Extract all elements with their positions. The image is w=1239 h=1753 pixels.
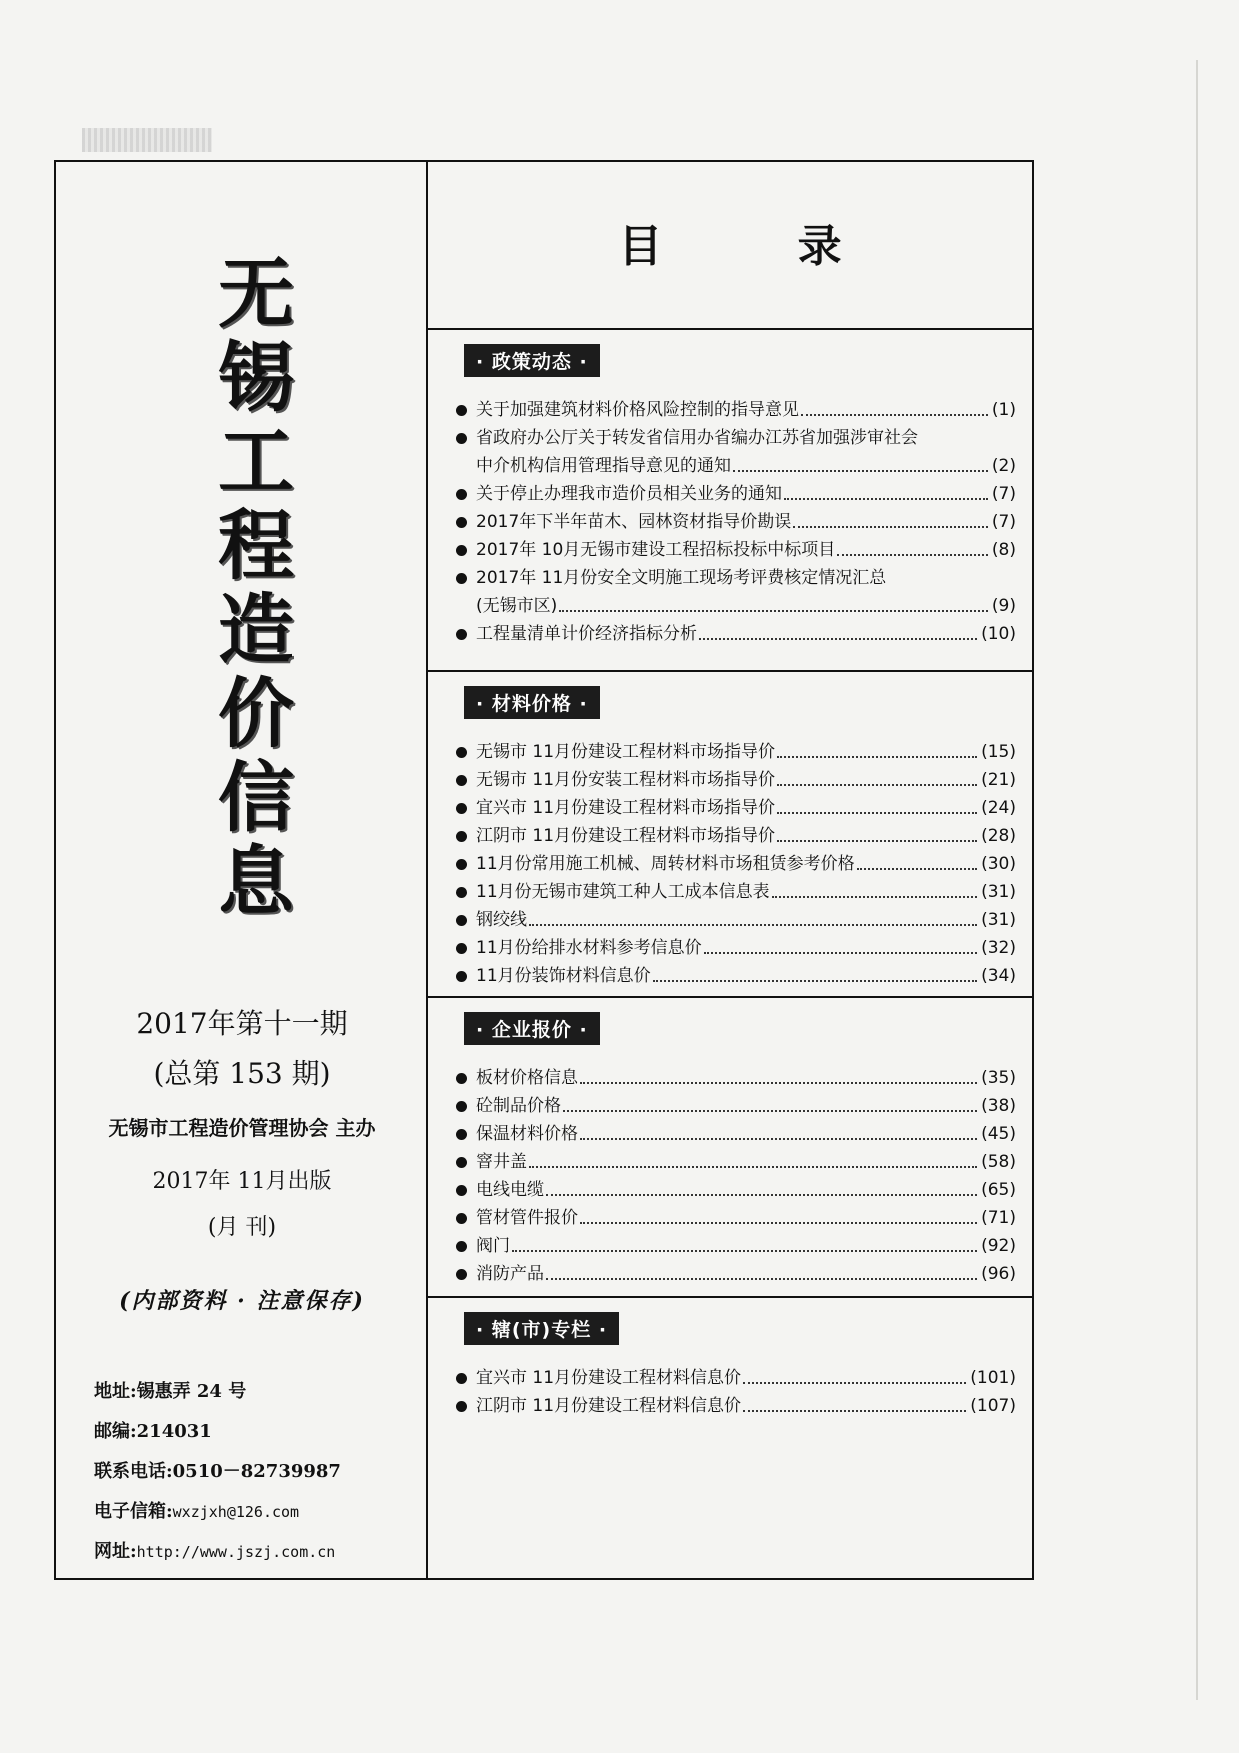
toc-section-policy	[428, 330, 1032, 672]
postcode: 邮编:214031	[94, 1421, 212, 1442]
toc-entry	[454, 1364, 1016, 1392]
toc-entry	[454, 1204, 1016, 1232]
bullet-icon	[456, 629, 467, 640]
section-tag: · 材料价格 ·	[464, 686, 600, 719]
toc-entry-title: 窨井盖	[476, 1152, 527, 1172]
email-label: 电子信箱:	[94, 1501, 173, 1522]
toc-entry-page: (1)	[991, 400, 1016, 420]
phone: 联系电话:0510－82739987	[94, 1461, 341, 1482]
toc-entry	[454, 934, 1016, 962]
toc-entry-title: 电线电缆	[476, 1180, 544, 1200]
bullet-icon	[456, 545, 467, 556]
section-items	[454, 1364, 1016, 1420]
dot-leader	[704, 952, 977, 954]
dot-leader	[563, 1110, 977, 1112]
bullet-icon	[456, 1101, 467, 1112]
toc-entry-page: (9)	[991, 596, 1016, 616]
email-address: wxzjxh@126.com	[172, 1503, 300, 1521]
toc-entry	[454, 822, 1016, 850]
scan-artifact	[82, 128, 212, 152]
contact-info	[94, 1372, 414, 1572]
toc-entry-title: 无锡市 11月份建设工程材料市场指导价	[476, 742, 776, 762]
toc-section-county-column	[428, 1298, 1032, 1580]
email-row	[94, 1492, 414, 1532]
dot-leader	[580, 1082, 977, 1084]
toc-entry-page: (101)	[970, 1368, 1016, 1388]
section-tag: · 企业报价 ·	[464, 1012, 600, 1045]
internal-notice: (内部资料 · 注意保存)	[119, 1288, 365, 1314]
bullet-icon	[456, 517, 467, 528]
dot-leader	[733, 470, 988, 472]
dot-leader	[777, 756, 977, 758]
toc-entry	[454, 1148, 1016, 1176]
publisher: 无锡市工程造价管理协会 主办	[108, 1116, 376, 1140]
toc-entry-page: (32)	[981, 938, 1016, 958]
dot-leader	[743, 1410, 966, 1412]
toc-entry	[454, 396, 1016, 424]
bullet-icon	[456, 1401, 467, 1412]
dot-leader	[529, 1166, 977, 1168]
page-edge	[1196, 60, 1198, 1700]
title-char: 息	[218, 837, 294, 926]
bullet-icon	[456, 915, 467, 926]
toc-entry-title: 保温材料价格	[476, 1124, 578, 1144]
toc-entry	[454, 1392, 1016, 1420]
toc-entry-title: 2017年 11月份安全文明施工现场考评费核定情况汇总	[476, 568, 887, 588]
toc-entry-page: (28)	[981, 826, 1016, 846]
dot-leader	[777, 812, 977, 814]
toc-entry	[454, 1176, 1016, 1204]
bullet-icon	[456, 859, 467, 870]
toc-entry-page: (38)	[981, 1096, 1016, 1116]
cover-frame	[54, 160, 1034, 1580]
toc-entry	[454, 794, 1016, 822]
toc-entry-page: (58)	[981, 1152, 1016, 1172]
issue-number: 2017年第十一期	[136, 1007, 348, 1040]
toc-entry-title: 江阴市 11月份建设工程材料市场指导价	[476, 826, 776, 846]
toc-entry-title: 宜兴市 11月份建设工程材料信息价	[476, 1368, 742, 1388]
total-issue-number: (总第 153 期)	[153, 1057, 331, 1090]
dot-leader	[580, 1222, 977, 1224]
toc-entry	[454, 850, 1016, 878]
section-items	[454, 738, 1016, 990]
bullet-icon	[456, 1241, 467, 1252]
title-char: 无	[218, 249, 294, 338]
toc-entry-page: (34)	[981, 966, 1016, 986]
toc-entry-title: 11月份常用施工机械、周转材料市场租赁参考价格	[476, 854, 855, 874]
toc-entry-page: (65)	[981, 1180, 1016, 1200]
title-char: 价	[218, 669, 294, 758]
toc-entry-title: 2017年 10月无锡市建设工程招标投标中标项目	[476, 540, 836, 560]
toc-entry-title: 阀门	[476, 1236, 510, 1256]
toc-entry	[454, 766, 1016, 794]
dot-leader	[772, 896, 977, 898]
toc-entry-title: 关于加强建筑材料价格风险控制的指导意见	[476, 400, 799, 420]
toc-entry-title: 11月份给排水材料参考信息价	[476, 938, 702, 958]
bullet-icon	[456, 573, 467, 584]
toc-entry-title: 江阴市 11月份建设工程材料信息价	[476, 1396, 742, 1416]
toc-entry	[454, 962, 1016, 990]
bullet-icon	[456, 1269, 467, 1280]
publication-frequency: (月 刊)	[207, 1215, 277, 1240]
dot-leader	[546, 1194, 977, 1196]
dot-leader	[743, 1382, 966, 1384]
toc-entry	[454, 1232, 1016, 1260]
toc-entry-page: (2)	[991, 456, 1016, 476]
toc-entry-page: (96)	[981, 1264, 1016, 1284]
bullet-icon	[456, 971, 467, 982]
toc-entry-page: (31)	[981, 910, 1016, 930]
bullet-icon	[456, 1373, 467, 1384]
toc-entry	[454, 1092, 1016, 1120]
bullet-icon	[456, 405, 467, 416]
bullet-icon	[456, 747, 467, 758]
bullet-icon	[456, 1185, 467, 1196]
dot-leader	[559, 610, 988, 612]
title-char: 造	[218, 585, 294, 674]
toc-entry-title: 2017年下半年苗木、园林资材指导价勘误	[476, 512, 792, 532]
bullet-icon	[456, 1213, 467, 1224]
toc-entry	[454, 480, 1016, 508]
toc-entry	[454, 1064, 1016, 1092]
title-char: 锡	[218, 333, 294, 422]
toc-entry-page: (107)	[970, 1396, 1016, 1416]
toc-entry	[454, 906, 1016, 934]
toc-entry-page: (35)	[981, 1068, 1016, 1088]
toc-entry-page: (45)	[981, 1124, 1016, 1144]
toc-entry-page: (8)	[991, 540, 1016, 560]
toc-entry	[454, 424, 1016, 480]
dot-leader	[512, 1250, 977, 1252]
toc-entry	[454, 620, 1016, 648]
toc-entry-title: 11月份无锡市建筑工种人工成本信息表	[476, 882, 770, 902]
bullet-icon	[456, 489, 467, 500]
dot-leader	[699, 638, 977, 640]
bullet-icon	[456, 433, 467, 444]
toc-entry-page: (30)	[981, 854, 1016, 874]
toc-entry-page: (7)	[991, 512, 1016, 532]
toc-section-enterprise-quotes	[428, 998, 1032, 1298]
table-of-contents	[428, 162, 1032, 1578]
dot-leader	[580, 1138, 977, 1140]
toc-entry	[454, 878, 1016, 906]
title-char: 工	[218, 417, 294, 506]
website-row	[94, 1532, 414, 1572]
publication-date: 2017年 11月出版	[152, 1169, 332, 1194]
bullet-icon	[456, 803, 467, 814]
toc-section-material-prices	[428, 672, 1032, 998]
toc-entry	[454, 738, 1016, 766]
toc-title: 目 录	[618, 221, 902, 272]
toc-entry	[454, 1260, 1016, 1288]
toc-entry-page: (10)	[981, 624, 1016, 644]
toc-entry-page: (24)	[981, 798, 1016, 818]
toc-entry-title: 工程量清单计价经济指标分析	[476, 624, 697, 644]
dot-leader	[546, 1278, 977, 1280]
toc-entry-title: 宜兴市 11月份建设工程材料市场指导价	[476, 798, 776, 818]
toc-entry-title: 省政府办公厅关于转发省信用办省编办江苏省加强涉审社会	[476, 428, 918, 448]
dot-leader	[837, 554, 988, 556]
dot-leader	[784, 498, 988, 500]
dot-leader	[801, 414, 988, 416]
toc-entry-page: (21)	[981, 770, 1016, 790]
website-label: 网址:	[94, 1541, 137, 1562]
toc-entry-title-continued: (无锡市区)	[476, 596, 558, 616]
dot-leader	[777, 784, 977, 786]
dot-leader	[793, 526, 988, 528]
toc-entry	[454, 1120, 1016, 1148]
title-char: 程	[218, 501, 294, 590]
bullet-icon	[456, 943, 467, 954]
toc-entry	[454, 564, 1016, 620]
toc-entry-page: (31)	[981, 882, 1016, 902]
address: 地址:锡惠弄 24 号	[94, 1381, 247, 1402]
toc-header	[428, 162, 1032, 330]
toc-entry-title: 管材管件报价	[476, 1208, 578, 1228]
bullet-icon	[456, 887, 467, 898]
toc-entry-page: (15)	[981, 742, 1016, 762]
bullet-icon	[456, 775, 467, 786]
cover-info-column	[56, 162, 428, 1578]
dot-leader	[529, 924, 977, 926]
section-items	[454, 1064, 1016, 1288]
toc-entry-page: (92)	[981, 1236, 1016, 1256]
dot-leader	[777, 840, 977, 842]
toc-entry-title: 11月份装饰材料信息价	[476, 966, 651, 986]
magazine-title	[206, 249, 306, 926]
toc-entry-title: 砼制品价格	[476, 1096, 561, 1116]
bullet-icon	[456, 831, 467, 842]
title-char: 信	[218, 753, 294, 842]
toc-entry-title-continued: 中介机构信用管理指导意见的通知	[476, 456, 731, 476]
toc-entry	[454, 536, 1016, 564]
toc-entry-title: 板材价格信息	[476, 1068, 578, 1088]
section-tag: · 辖(市)专栏 ·	[464, 1312, 619, 1345]
bullet-icon	[456, 1129, 467, 1140]
bullet-icon	[456, 1157, 467, 1168]
dot-leader	[857, 868, 977, 870]
website-url: http://www.jszj.com.cn	[136, 1543, 336, 1561]
section-tag: · 政策动态 ·	[464, 344, 600, 377]
toc-entry-page: (71)	[981, 1208, 1016, 1228]
toc-entry	[454, 508, 1016, 536]
bullet-icon	[456, 1073, 467, 1084]
dot-leader	[653, 980, 977, 982]
toc-entry-title: 消防产品	[476, 1264, 544, 1284]
toc-entry-title: 关于停止办理我市造价员相关业务的通知	[476, 484, 782, 504]
toc-entry-title: 钢绞线	[476, 910, 527, 930]
toc-entry-title: 无锡市 11月份安装工程材料市场指导价	[476, 770, 776, 790]
toc-entry-page: (7)	[991, 484, 1016, 504]
section-items	[454, 396, 1016, 648]
